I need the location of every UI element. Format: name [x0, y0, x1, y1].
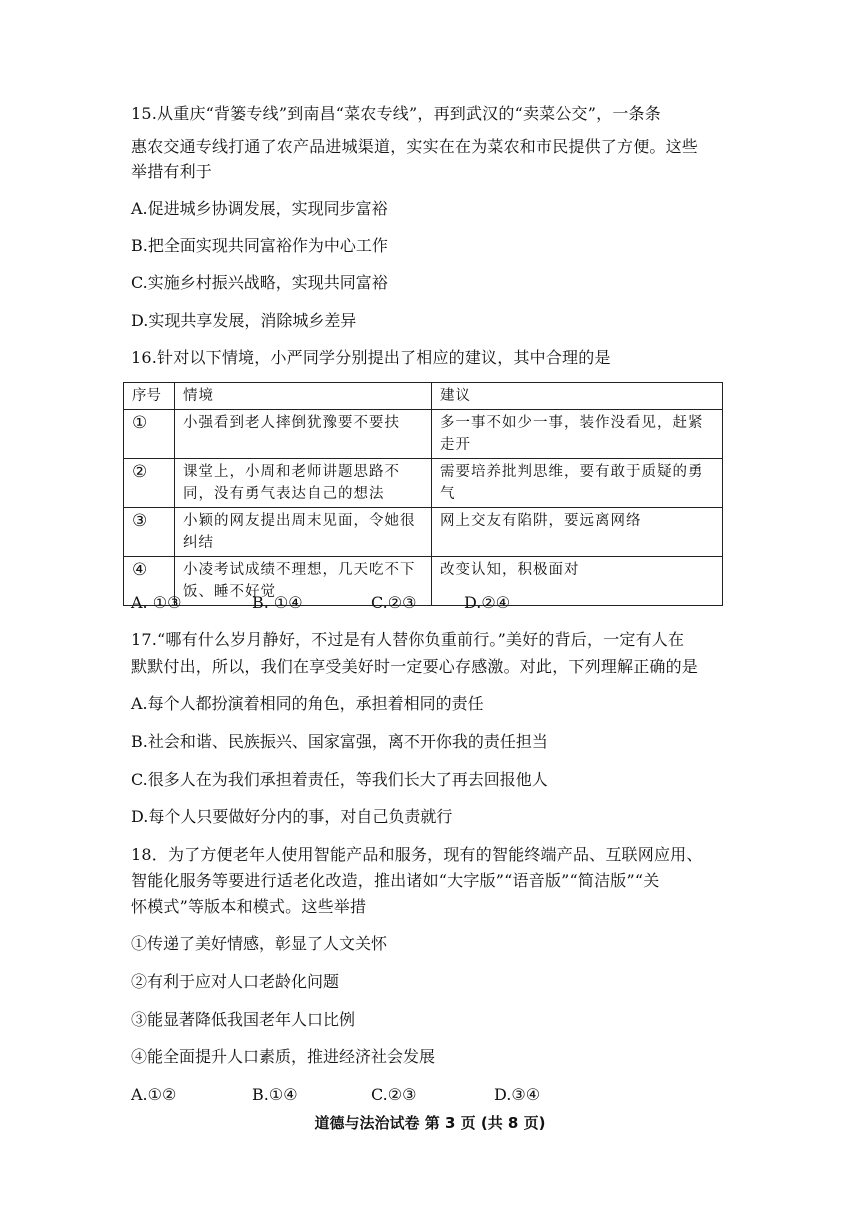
- table-row: [124, 557, 723, 606]
- q16-option-a: A. ①③: [131, 593, 182, 612]
- table-row: [124, 410, 723, 459]
- row-situation: 课堂上，小周和老师讲题思路不同，没有勇气表达自己的想法: [175, 459, 432, 508]
- q15-stem-line-1: 15.从重庆“背篓专线”到南昌“菜农专线”，再到武汉的“卖菜公交”，一条条: [131, 104, 661, 123]
- q18-stem-line-2: 智能化服务等要进行适老化改造，推出诸如“大字版”“语音版”“简洁版”“关: [131, 871, 660, 890]
- row-situation: 小强看到老人摔倒犹豫要不要扶: [175, 410, 432, 459]
- row-number: ④: [124, 557, 175, 606]
- q17-option-b: B.社会和谐、民族振兴、国家富强，离不开你我的责任担当: [131, 732, 548, 751]
- q18-statement-1: ①传递了美好情感，彰显了人文关怀: [131, 934, 388, 953]
- row-situation: 小凌考试成绩不理想，几天吃不下饭、睡不好觉: [175, 557, 432, 606]
- q16-option-d: D.②④: [464, 593, 511, 612]
- q15-option-b: B.把全面实现共同富裕作为中心工作: [131, 236, 388, 255]
- table-row: [124, 508, 723, 557]
- table-header-row: [124, 383, 723, 410]
- q15-stem-line-2: 惠农交通专线打通了农产品进城渠道，实实在在为菜农和市民提供了方便。这些: [131, 137, 699, 156]
- q16-stem: 16.针对以下情境，小严同学分别提出了相应的建议，其中合理的是: [131, 348, 611, 367]
- header-situation: 情境: [175, 383, 432, 410]
- q18-stem-line-1: 18．为了方便老年人使用智能产品和服务，现有的智能终端产品、互联网应用、: [131, 845, 703, 864]
- page-footer: 道德与法治试卷 第 3 页 (共 8 页): [314, 1114, 546, 1132]
- q16-option-b: B. ①④: [252, 593, 303, 612]
- row-advice: 网上交友有陷阱，要远离网络: [432, 508, 723, 557]
- q18-stem-line-3: 怀模式”等版本和模式。这些举措: [131, 897, 367, 916]
- situation-table: [123, 382, 723, 606]
- q15-option-c: C.实施乡村振兴战略，实现共同富裕: [131, 273, 388, 292]
- row-number: ③: [124, 508, 175, 557]
- q18-statement-4: ④能全面提升人口素质，推进经济社会发展: [131, 1047, 436, 1066]
- row-advice: 改变认知，积极面对: [432, 557, 723, 606]
- q17-stem-line-1: 17.“哪有什么岁月静好，不过是有人替你负重前行。”美好的背后，一定有人在: [131, 630, 685, 649]
- q18-statement-3: ③能显著降低我国老年人口比例: [131, 1010, 356, 1029]
- row-advice: 多一事不如少一事，装作没看见，赶紧走开: [432, 410, 723, 459]
- q18-statement-2: ②有利于应对人口老龄化问题: [131, 972, 340, 991]
- q18-option-b: B.①④: [252, 1085, 298, 1104]
- q16-option-c: C.②③: [371, 593, 417, 612]
- q17-option-a: A.每个人都扮演着相同的角色，承担着相同的责任: [131, 694, 484, 713]
- q17-stem-line-2: 默默付出，所以，我们在享受美好时一定要心存感激。对此，下列理解正确的是: [131, 657, 699, 676]
- q15-option-a: A.促进城乡协调发展，实现同步富裕: [131, 199, 388, 218]
- q15-stem-line-3: 举措有利于: [131, 162, 213, 181]
- q18-option-a: A.①②: [131, 1085, 177, 1104]
- header-advice: 建议: [432, 383, 723, 410]
- row-situation: 小颖的网友提出周末见面，令她很纠结: [175, 508, 432, 557]
- q17-option-d: D.每个人只要做好分内的事，对自己负责就行: [131, 807, 453, 826]
- q18-option-c: C.②③: [371, 1085, 417, 1104]
- table-row: [124, 459, 723, 508]
- q18-option-d: D.③④: [494, 1085, 541, 1104]
- row-number: ②: [124, 459, 175, 508]
- q15-option-d: D.实现共享发展，消除城乡差异: [131, 311, 357, 330]
- header-number: 序号: [124, 383, 175, 410]
- row-number: ①: [124, 410, 175, 459]
- row-advice: 需要培养批判思维，要有敢于质疑的勇气: [432, 459, 723, 508]
- q17-option-c: C.很多人在为我们承担着责任，等我们长大了再去回报他人: [131, 770, 548, 789]
